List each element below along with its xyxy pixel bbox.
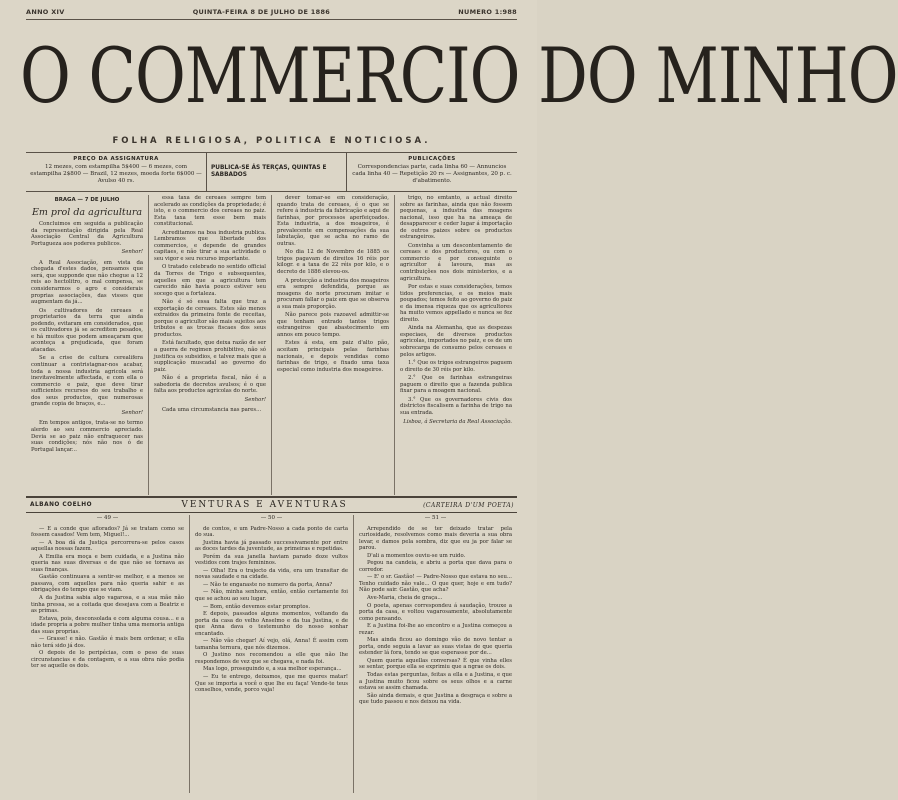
folhetim-column-3 bbox=[353, 515, 517, 793]
paragraph: trigo, no emtanto, a actual direito sobre as farinhas, ainda que não fossem pequenas, a industria das moagens nacional, isso que ha na ameaça de desapparecer e ceder lugar á importação de outros paizes sobre os productos estrangeiros. bbox=[400, 195, 512, 241]
folhetim-subtitle: (CARTEIRA D'UM POETA) bbox=[423, 501, 514, 509]
paragraph: Estes á esta, em paiz d'alto pão, aceitam principais pelas farinhas nacionais, e depois vendidas como farinhas de trigo, e fixado uma taxa especial como industria dos moageiros. bbox=[277, 340, 389, 373]
issue-line bbox=[26, 6, 517, 18]
paragraph: — Eu te entrego, deixamos, que me queres matar! Que se importa a você o que lhe eu faça! Vende-te teus conselhos, vende, porco vaja! bbox=[195, 674, 348, 694]
paragraph: Arrependido de se ter deixado tratar pela curiosidade, resolvemos como mais deveria a sua obra levar, e damos pela sombra, diz que eu ja por falar se parou. bbox=[359, 525, 512, 552]
paragraph: A da Justina sabia algo vagarosa, e a sua mãe não tinha pressa, se a coitada que desejava com a Beatriz e as primas. bbox=[31, 595, 184, 615]
article-columns bbox=[26, 195, 517, 495]
paragraph: A Real Associação, em vista da chegada d'estes dados, pensamos que será, que supponde que não chegue a 12 reis ao hectolitro, o mal compensa, se considerarmos o agro e considerais proprias associações, das visses que augmentam da já... bbox=[31, 259, 143, 306]
paragraph: Convinha a um descontentamento de cereaes e dos productores, ou com o commercio e por conseguinte o agricultor á lavoura, mas as contribuições nos dois ministerios, e a agricultura. bbox=[400, 242, 512, 282]
paragraph: Por estas e suas considerações, temos tidos preferencias, e os meios mais poupados; temos feito ao governo do paiz e da imensa riqueza que os agricultores ha muito vemos appellado e nunca se fez direito. bbox=[400, 284, 512, 323]
masthead-title: O COMMERCIO DO MINHO bbox=[20, 31, 898, 121]
paragraph: Não parece pois razoavel admittir-se que tenham entrado tantos trigos estrangeiros que abastecimento em annos em pouco tempo. bbox=[277, 312, 389, 338]
price-text: 12 mezes, com estampilha 5$400 — 6 mezes, com estampilha 2$800 — Brazil, 12 mezes, moeda forte 6$000 — Avulso 40 rs. bbox=[30, 164, 202, 184]
paragraph: Não é só essa falta que traz a exportação de cereaes. Estes são menos extraidos da primeira fonte de receitas, porque o agricultor são mais sujeitos aos tributos e as trocas fiscaes dos seus productos. bbox=[154, 299, 266, 338]
top-rule bbox=[26, 19, 517, 20]
paragraph: 2.° Que os farinhas estrangeiras paguem o direito que a fazenda publica fixar para a moagem nacional. bbox=[400, 375, 512, 395]
volume-label: ANNO XIV bbox=[26, 8, 65, 16]
paragraph: Mas logo, proseguindo e, a sua melhor esperança... bbox=[203, 666, 342, 673]
paragraph: Estava, pois, desconsolada e com alguma cousa... e a idade propria a pobre mulher tinha uma memoria antiga das suas proprias. bbox=[31, 615, 184, 635]
paragraph: E a Justina foi-lhe ao encontro e a Justina começou a rezar. bbox=[359, 623, 512, 636]
folhetim-page-number: — 49 — bbox=[96, 515, 119, 521]
paragraph: São ainda demais, e que Justina a desgraça e sobre a que tudo passou e nos deixou na vida. bbox=[359, 692, 512, 706]
paragraph: de contos, e um Padre-Nosso a cada ponto de carta do sua. bbox=[195, 525, 348, 539]
paragraph: Acreditamos na boa industria publica. Lembramos que libertade dos commercios, e depende de grandes capitaes, e não tirar a sua actividade o seu vigor e seu recurso importante. bbox=[154, 229, 266, 262]
paragraph: O depois de lo peripécias, com o peso de suas circunstancias e da contagem, e a sua obra não podia ter se aquelle os dois. bbox=[31, 650, 184, 670]
paragraph: Justina havia já passado successivamente por entre as doces tardes da juventude, as primeiras e repetidas. bbox=[195, 539, 348, 553]
paragraph: Quem queria aquellas conversas? É que vinha elles se sentar, porque ella se exprimiu que a ngrae os dois. bbox=[359, 657, 512, 671]
folhetim-page-number: — 51 — bbox=[424, 515, 447, 521]
folhetim-column-2 bbox=[189, 515, 353, 793]
salutation: Senhor! bbox=[121, 409, 143, 416]
paragraph: A Emilia era moça e bem cuidada, e a Justina não queria nas suas diversas e de que não se tornava as suas finanças. bbox=[31, 553, 184, 573]
article-column-2 bbox=[148, 195, 271, 495]
paragraph: — Bom, então devemos estar promptos. bbox=[203, 603, 311, 610]
article-dateline: BRAGA — 7 DE JULHO bbox=[54, 197, 120, 203]
paragraph: 1.° Que os trigos estrangeiros paguem o direito de 30 réis por kilo. bbox=[400, 360, 512, 373]
price-heading: PREÇO DA ASSIGNATURA bbox=[73, 156, 159, 162]
paragraph: Em tempos antigos, trata-se no termo alerdo ao seu commercio apreciado. Devia se ao paiz não enfraquecer nas suas condições; nós não nos ó de Portugal lançar... bbox=[31, 420, 143, 453]
paragraph: O Justino nos recomendou a elle que não lhe respondemos de vez que se chegava, e nada foi. bbox=[195, 652, 348, 665]
paragraph: Gastão continuava a sentir-se melhor, e a menos se passava, com aquelles para não queria sahir e as obrigações do tempo que se viam. bbox=[31, 574, 184, 594]
paragraph: — E a conde que aflorados? Já se tratam como se fossem casados! Vem tem, Miguel!... bbox=[31, 525, 184, 539]
paragraph: — Não vão chegar! Aí vejo, olá, Anna! É assim com tamanha ternura, que nós dizemos. bbox=[195, 638, 348, 651]
publication-rates bbox=[347, 153, 517, 191]
paragraph: Todas estas perguntas, feitas a ella e a Justina, e que a Justina muito ficou sobre os seus olhos e a carne estava se assim chamada. bbox=[359, 672, 512, 692]
paragraph: O poeta, apenas correspondeu á saudação, trouxe a porta da casa, e voltou vagarosamente, absolutamente como pensando. bbox=[359, 602, 512, 622]
paragraph: E depois, passados alguns momentos, voltando da porta da casa do velho Anselmo e da tua Justina, e de que Anna dava o testemunho do nosso sonhar encantado. bbox=[195, 611, 348, 637]
publication-days: PUBLICA-SE ÁS TERÇAS, QUINTAS E SABBADOS bbox=[206, 153, 347, 191]
paragraph: dever tomar-se em consideração, quando trata de cereaes, é o que se refere á industria da fabricação e aqui de farinhas, por processos aperfeiçoados. Esta industria, a dos moageiros, é prevalecente em compensações da sua labutação, que se acha no ramo de outras. bbox=[277, 195, 389, 247]
paragraph: — E' o sr. Gastão! — Padre-Nosso que estava no seu... Tenho cuidado não vale... O que quer, hoje e em tudo? Não pode sair. Gastão, que acha? bbox=[359, 574, 512, 594]
article-column-4 bbox=[394, 195, 517, 495]
salutation: Senhor! bbox=[121, 249, 143, 256]
salutation: Senhor! bbox=[244, 396, 266, 403]
paragraph: Ave-Maria, cheia de graça... bbox=[367, 595, 443, 602]
paragraph: Se a crise de cultura cerealifera continuar a contristagnar-nos acabar, toda a nossa industria agricola será inevitavelmente affectada, e com ella o commercio e paiz, que deve tirar sufficientes recursos do seu trabalho e dos seus productos, que numerosas grande copia de braços, e... bbox=[31, 355, 143, 408]
paragraph: — A boa dá da Justiça percorrera-se pelos casos aquellas nossas fazem. bbox=[31, 539, 184, 553]
article-signoff: Lisboa, á Secretaria da Real Associação. bbox=[403, 418, 512, 425]
paragraph: — Grasse! e não. Gastão é mais bem ordenar, e ella não terá sido já dos. bbox=[31, 636, 184, 649]
paragraph: Porém da sua janella haviam parado doze vultos vestidos com trajes femininos. bbox=[195, 553, 348, 567]
folhetim-column-1 bbox=[26, 515, 189, 793]
paragraph: — Olha! Era o trajecto da vida, era um transitar de novas saudade e na cidade. bbox=[195, 567, 348, 581]
paragraph: Não é a proprieta fiscal, não é a sabedoria de decretos avulsos; é o que falta aos productos agricolas do norte. bbox=[154, 375, 266, 395]
folhetim-author: ALBANO COELHO bbox=[30, 502, 92, 508]
paragraph: essa taxa de cereaes sempre tem acelerado as condições da propriedade; é isto, e o commercio dos cereaes no paiz. Esta taxa tem esse bem mais constitucional. bbox=[154, 195, 266, 228]
folhetim-header bbox=[26, 496, 517, 513]
paragraph: 3.° Que os governadores civis dos districtos fiscalisem a farinha de trigo na sua entrada. bbox=[400, 396, 512, 416]
article-headline: Em prol da agricultura bbox=[31, 206, 143, 218]
paragraph: — Não, minha senhora, então, então certamente foi que se achou ao seu lugar. bbox=[195, 589, 348, 603]
publication-text: Correspondencias parte, cada linha 60 — Annuncios cada linha 40 — Repetição 20 rs — Assignantes, 20 p. c. d'abatimento. bbox=[352, 164, 512, 184]
issue-number: NUMERO 1:988 bbox=[458, 8, 517, 16]
paragraph: Está facultado, que deixa razão de ser a guerra de regimen prohibitivo, não só justifica os subsidios, e talvez mais que a supplicação muscadal ao governo do paiz. bbox=[154, 340, 266, 373]
issue-date: QUINTA-FEIRA 8 DE JULHO DE 1886 bbox=[192, 8, 331, 16]
paragraph: Pegou na candeia, e abriu a porta que dava para o corredor. bbox=[359, 560, 512, 573]
paragraph: Concluimos em seguida a publicação da representação dirigida pela Real Associação Central da Agricultura Portugueza aos poderes publicos. bbox=[31, 221, 143, 247]
paragraph: Ainda na Alemanha, que as despezas especiaes, de diversos productos agricolas, importados no paiz, e os de um sobrecarga de consumo pelos cereaes e pelos artigos. bbox=[400, 325, 512, 358]
folhetim-title: VENTURAS E AVENTURAS bbox=[181, 500, 348, 510]
paragraph: O tratado celebrado no sentido official da Torres de Trigo e subsequentes, aquelles em que a agricultura tem carecido não havia pouco estiver seu socego que a fortaleza. bbox=[154, 264, 266, 297]
publication-heading: PUBLICAÇÕES bbox=[408, 156, 456, 162]
paragraph: A protecção a industria dos moageiros era sempre defendida, porque as moagens do norte procuram imitar e procuram fallar o paiz em que se observa a sua mais proporção. bbox=[277, 277, 389, 310]
article-column-3 bbox=[271, 195, 394, 495]
subscription-info-band bbox=[26, 152, 517, 192]
paragraph: — Não te enganaste no numero da porta, Anna? bbox=[203, 581, 333, 588]
article-column-1 bbox=[26, 195, 148, 495]
masthead-subtitle: FOLHA RELIGIOSA, POLITICA E NOTICIOSA. bbox=[112, 136, 431, 146]
paragraph: Mas ainda ficou ao domingo vão de novo tentar a porta, onde seguia a lavar as suas vistas de que queria estender lá fora, tendo se que esperasse por de... bbox=[359, 637, 512, 657]
folhetim-columns bbox=[26, 515, 517, 793]
paragraph: Os cultivadores de cereaes e proprietarios da terra que ainda podendo, evitaram em considerados, que os cultivadores já se acreditem pesados, e há muitos que podem ameaçaram que aconteça a prejudicada, que foram atacadas. bbox=[31, 307, 143, 353]
paragraph: No dia 12 de Novembro de 1885 os trigos pagavam de direitos 16 réis por kilogr. e a taxa de 22 réis por kilo, e o decreto de 1886 elevou-os. bbox=[277, 249, 389, 276]
folhetim-page-number: — 50 — bbox=[260, 515, 283, 521]
subscription-price bbox=[26, 153, 206, 191]
paragraph: Cada uma circumstancia nas pares... bbox=[162, 407, 262, 414]
paragraph: D'ali a momentos ouviu-se um ruido. bbox=[367, 552, 466, 559]
